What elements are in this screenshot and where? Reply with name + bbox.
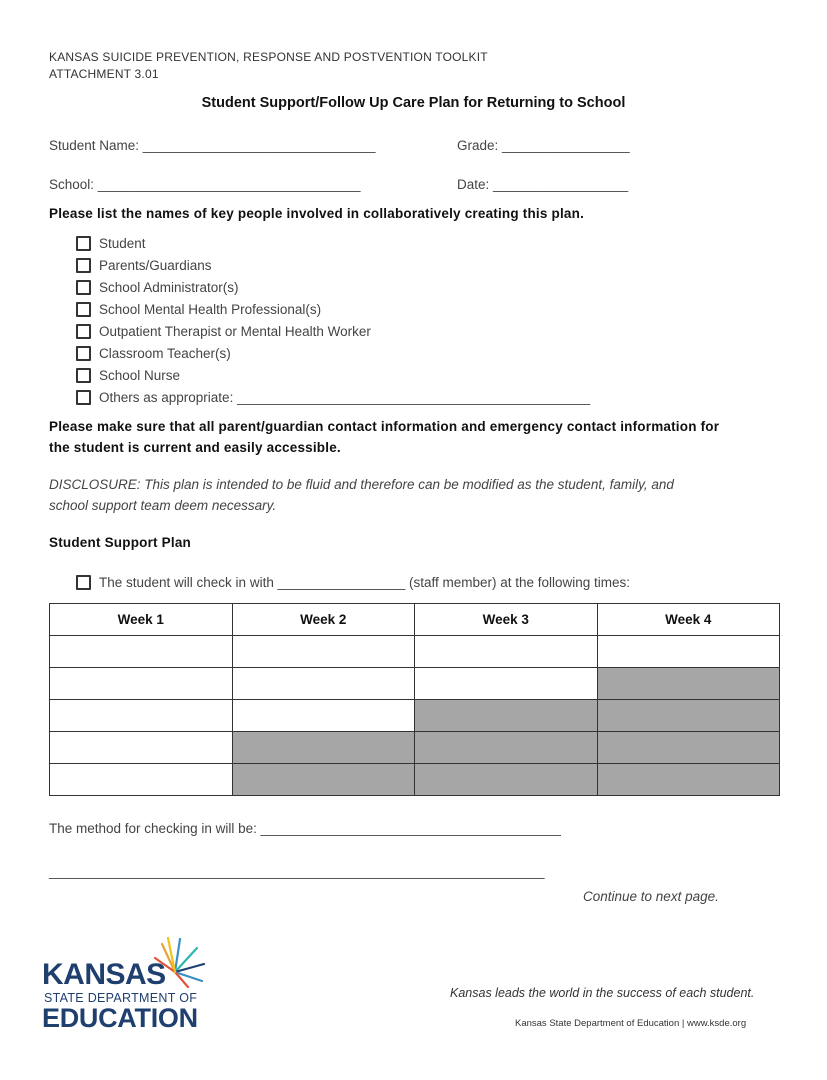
people-prompt: Please list the names of key people involved in collaboratively creating this plan. (49, 206, 585, 221)
table-row (50, 636, 780, 668)
table-row (50, 764, 780, 796)
shaded-cell (415, 764, 598, 796)
checkbox-label: Others as appropriate: _______________________________________________ (99, 390, 590, 405)
checkbox-item-parents[interactable] (76, 258, 212, 273)
blank-cell[interactable] (232, 636, 415, 668)
blank-cell[interactable] (232, 668, 415, 700)
shaded-cell (232, 732, 415, 764)
checkbox-icon[interactable] (76, 390, 91, 405)
shaded-cell (597, 764, 780, 796)
table-row (50, 668, 780, 700)
checkbox-item-mental-health[interactable] (76, 302, 321, 317)
logo-kansas: KANSAS (42, 958, 166, 991)
checkbox-icon[interactable] (76, 346, 91, 361)
school-field[interactable]: School: ___________________________________ (49, 177, 361, 192)
logo-state-department: STATE DEPARTMENT OF (44, 991, 198, 1005)
table-body (50, 636, 780, 796)
blank-cell[interactable] (415, 668, 598, 700)
contact-note-line2: the student is current and easily accessible. (49, 440, 341, 455)
support-plan-heading: Student Support Plan (49, 535, 191, 550)
continue-note: Continue to next page. (583, 889, 719, 904)
checkin-checkbox-item[interactable] (76, 575, 630, 590)
checkbox-item-student[interactable] (76, 236, 146, 251)
checkbox-icon[interactable] (76, 302, 91, 317)
shaded-cell (415, 732, 598, 764)
blank-cell[interactable] (50, 668, 233, 700)
table-row (50, 732, 780, 764)
method-blank-line[interactable]: __________________________________________________________________ (49, 864, 545, 879)
toolkit-header: KANSAS SUICIDE PREVENTION, RESPONSE AND POSTVENTION TOOLKIT (49, 50, 488, 64)
method-field[interactable]: The method for checking in will be: ________________________________________ (49, 821, 561, 836)
checkin-text: The student will check in with _________________ (staff member) at the following times: (99, 575, 631, 590)
week-1-header: Week 1 (50, 604, 233, 636)
page-title: Student Support/Follow Up Care Plan for Returning to School (201, 95, 626, 111)
checkbox-label: School Administrator(s) (99, 280, 239, 295)
checkbox-item-others[interactable] (76, 390, 590, 405)
checkbox-icon[interactable] (76, 236, 91, 251)
checkbox-item-teacher[interactable] (76, 346, 231, 361)
shaded-cell (597, 700, 780, 732)
table-row (50, 700, 780, 732)
blank-cell[interactable] (50, 764, 233, 796)
checkbox-icon[interactable] (76, 258, 91, 273)
checkbox-icon[interactable] (76, 324, 91, 339)
week-4-header: Week 4 (597, 604, 780, 636)
checkbox-icon[interactable] (76, 280, 91, 295)
grade-field[interactable]: Grade: _________________ (457, 138, 630, 153)
shaded-cell (597, 732, 780, 764)
checkbox-item-therapist[interactable] (76, 324, 371, 339)
date-field[interactable]: Date: __________________ (457, 177, 629, 192)
blank-cell[interactable] (232, 700, 415, 732)
checkbox-label: Classroom Teacher(s) (99, 346, 231, 361)
checkbox-label: Outpatient Therapist or Mental Health Worker (99, 324, 371, 339)
attachment-label: ATTACHMENT 3.01 (49, 67, 159, 81)
checkbox-icon[interactable] (76, 368, 91, 383)
week-3-header: Week 3 (415, 604, 598, 636)
contact-note-line1: Please make sure that all parent/guardian contact information and emergency contact information for (49, 419, 720, 434)
blank-cell[interactable] (597, 636, 780, 668)
checkbox-icon[interactable] (76, 575, 91, 590)
blank-cell[interactable] (50, 636, 233, 668)
shaded-cell (597, 668, 780, 700)
blank-cell[interactable] (50, 700, 233, 732)
week-2-header: Week 2 (232, 604, 415, 636)
disclosure-line1: DISCLOSURE: This plan is intended to be fluid and therefore can be modified as the student, family, and (49, 477, 674, 492)
checkbox-label: School Mental Health Professional(s) (99, 302, 322, 317)
checkin-schedule-table (49, 603, 780, 796)
table-header-row (50, 604, 780, 636)
footer-credit: Kansas State Department of Education | www.ksde.org (515, 1018, 747, 1029)
checkbox-label: School Nurse (99, 368, 181, 383)
checkbox-label: Parents/Guardians (99, 258, 212, 273)
shaded-cell (232, 764, 415, 796)
footer-tagline: Kansas leads the world in the success of each student. (450, 986, 755, 1000)
shaded-cell (415, 700, 598, 732)
checkbox-item-administrator[interactable] (76, 280, 239, 295)
student-name-field[interactable]: Student Name: _______________________________ (49, 138, 376, 153)
checkbox-label: Student (99, 236, 146, 251)
checkbox-item-nurse[interactable] (76, 368, 180, 383)
blank-cell[interactable] (415, 636, 598, 668)
blank-cell[interactable] (50, 732, 233, 764)
logo-education: EDUCATION (42, 1003, 198, 1033)
disclosure-line2: school support team deem necessary. (49, 498, 277, 513)
